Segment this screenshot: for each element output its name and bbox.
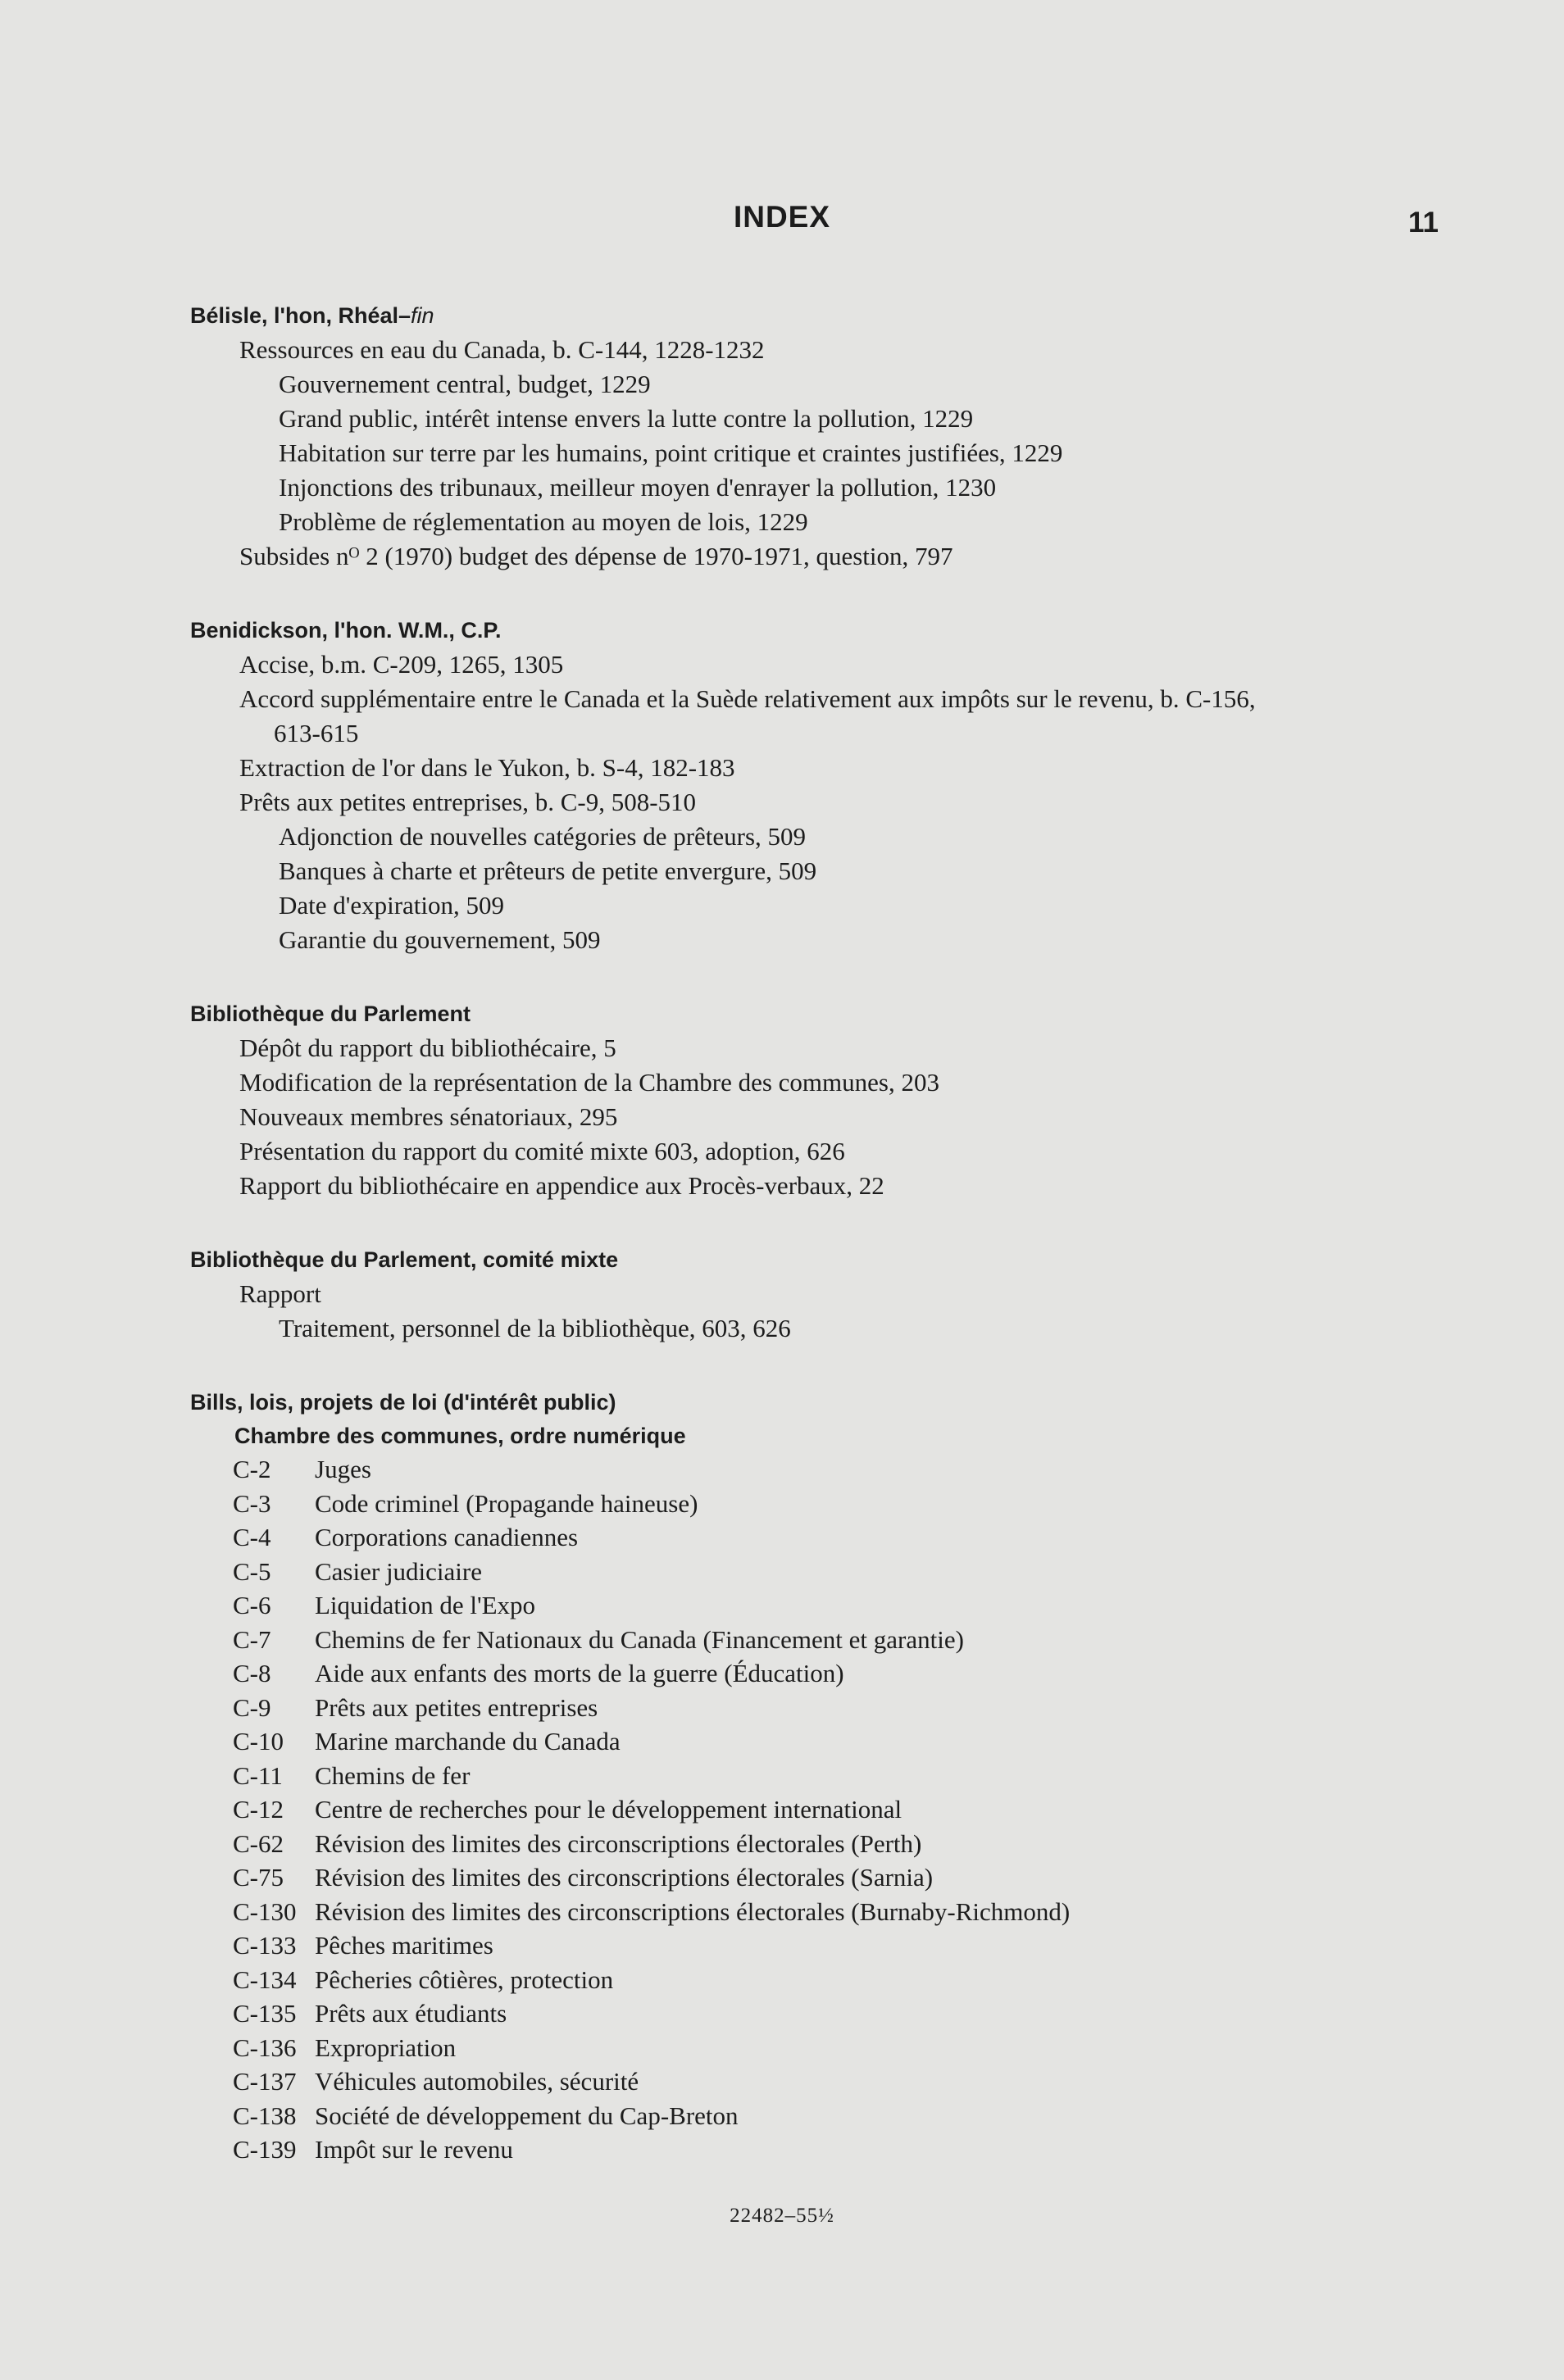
subentry: Habitation sur terre par les humains, point critique et craintes justifiées, 1229 [279, 438, 1063, 467]
subentry: Dépôt du rapport du bibliothécaire, 5 [239, 1033, 616, 1062]
bill-row [190, 1656, 1469, 1691]
bill-title: Expropriation [315, 2033, 457, 2062]
index-entry-bibliotheque [190, 997, 1469, 1203]
subentry: Accise, b.m. C-209, 1265, 1305 [239, 650, 564, 679]
bill-title: Chemins de fer [315, 1760, 471, 1790]
bill-title: Révision des limites des circonscriptions électorales (Burnaby-Richmond) [315, 1896, 1071, 1926]
subentry: Traitement, personnel de la bibliothèque, 603, 626 [279, 1314, 791, 1342]
index-entry-bibliotheque-comite [190, 1242, 1469, 1346]
bill-code: C-139 [233, 2135, 297, 2164]
bill-code: C-136 [233, 2033, 297, 2062]
bill-row [190, 1759, 1469, 1793]
bill-title: Code criminel (Propagande haineuse) [315, 1488, 698, 1518]
subentry: Ressources en eau du Canada, b. C-144, 1228-1232 [239, 335, 765, 364]
bill-row [190, 1452, 1469, 1487]
entry-heading: Bélisle, l'hon, Rhéal–fin [190, 303, 434, 328]
subentry: Grand public, intérêt intense envers la lutte contre la pollution, 1229 [279, 404, 974, 433]
bill-row [190, 1520, 1469, 1555]
bill-row [190, 1827, 1469, 1861]
subentry: Injonctions des tribunaux, meilleur moyen d'enrayer la pollution, 1230 [279, 473, 997, 502]
bill-code: C-12 [233, 1795, 284, 1824]
bill-code: C-7 [233, 1624, 271, 1654]
subentry: Subsides nᴼ 2 (1970) budget des dépense de 1970-1971, question, 797 [239, 542, 953, 570]
index-entry-belisle [190, 298, 1469, 574]
subentry: Problème de réglementation au moyen de lois, 1229 [279, 507, 808, 536]
bill-title: Centre de recherches pour le développement international [315, 1795, 902, 1824]
bill-title: Juges [315, 1455, 371, 1483]
bill-row [190, 2064, 1469, 2099]
bill-row [190, 2031, 1469, 2065]
subentry: Adjonction de nouvelles catégories de prêteurs, 509 [279, 822, 807, 851]
bill-row [190, 1996, 1469, 2031]
bill-code: C-134 [233, 1964, 297, 1994]
bill-title: Pêcheries côtières, protection [315, 1964, 614, 1994]
index-entry-benidickson [190, 613, 1469, 957]
bill-title: Révision des limites des circonscriptions électorales (Sarnia) [315, 1863, 934, 1892]
entry-heading: Bibliothèque du Parlement [190, 1002, 471, 1026]
page-number: 11 [1408, 207, 1439, 238]
bill-code: C-6 [233, 1591, 271, 1619]
bill-title: Impôt sur le revenu [315, 2135, 513, 2164]
subentry: Accord supplémentaire entre le Canada et la Suède relativement aux impôts sur le revenu, b. C-156, [239, 684, 1256, 713]
bill-code: C-130 [233, 1896, 297, 1926]
bill-code: C-3 [233, 1488, 271, 1518]
bill-title: Société de développement du Cap-Breton [315, 2101, 739, 2130]
bill-code: C-62 [233, 1828, 284, 1858]
bill-row [190, 1928, 1469, 1963]
bill-code: C-133 [233, 1931, 297, 1960]
entry-heading-suffix: fin [411, 303, 434, 328]
subentry: Rapport du bibliothécaire en appendice aux Procès-verbaux, 22 [239, 1171, 884, 1200]
bill-title: Chemins de fer Nationaux du Canada (Financement et garantie) [315, 1624, 964, 1654]
bill-code: C-75 [233, 1863, 284, 1892]
bill-code: C-9 [233, 1692, 271, 1722]
bill-code: C-4 [233, 1523, 271, 1551]
bill-row [190, 1724, 1469, 1759]
bill-title: Véhicules automobiles, sécurité [315, 2067, 639, 2096]
bill-title: Aide aux enfants des morts de la guerre (Éducation) [315, 1659, 844, 1687]
index-content [190, 298, 1469, 2206]
page-title: INDEX [733, 200, 831, 234]
page-footer-code: 22482–55½ [730, 2205, 834, 2227]
subentry: Garantie du gouvernement, 509 [279, 925, 601, 954]
bill-code: C-11 [233, 1760, 283, 1790]
bill-title: Pêches maritimes [315, 1931, 493, 1960]
subentry: Rapport [239, 1279, 321, 1308]
bill-row [190, 2099, 1469, 2133]
bill-row [190, 1555, 1469, 1589]
bill-title: Corporations canadiennes [315, 1523, 579, 1551]
subentry: Présentation du rapport du comité mixte 603, adoption, 626 [239, 1137, 845, 1165]
bill-code: C-5 [233, 1556, 271, 1586]
bill-title: Prêts aux étudiants [315, 1999, 507, 2028]
subentry: Gouvernement central, budget, 1229 [279, 370, 651, 398]
bill-row [190, 1623, 1469, 1657]
bill-code: C-137 [233, 2067, 297, 2096]
subentry: Modification de la représentation de la Chambre des communes, 203 [239, 1068, 939, 1097]
entry-heading: Bills, lois, projets de loi (d'intérêt public) [190, 1390, 616, 1415]
subentry: Banques à charte et prêteurs de petite envergure, 509 [279, 856, 817, 885]
bill-row [190, 1895, 1469, 1929]
bill-title: Prêts aux petites entreprises [315, 1692, 598, 1722]
bill-code: C-138 [233, 2101, 297, 2130]
bills-subheading: Chambre des communes, ordre numérique [234, 1424, 686, 1448]
bill-list [190, 1452, 1469, 2167]
bill-row [190, 1963, 1469, 1997]
bill-row [190, 1792, 1469, 1827]
bill-title: Marine marchande du Canada [315, 1727, 621, 1755]
bill-row [190, 1487, 1469, 1521]
bill-code: C-2 [233, 1455, 271, 1483]
bill-title: Liquidation de l'Expo [315, 1591, 536, 1619]
subentry: Nouveaux membres sénatoriaux, 295 [239, 1102, 618, 1131]
bill-row [190, 2132, 1469, 2167]
index-entry-bills [190, 1385, 1469, 2167]
subentry: Prêts aux petites entreprises, b. C-9, 508-510 [239, 788, 697, 816]
bill-row [190, 1691, 1469, 1725]
bill-title: Révision des limites des circonscriptions électorales (Perth) [315, 1828, 922, 1858]
bill-row [190, 1588, 1469, 1623]
subentry: Extraction de l'or dans le Yukon, b. S-4, 182-183 [239, 753, 735, 782]
bill-title: Casier judiciaire [315, 1556, 482, 1586]
entry-heading: Benidickson, l'hon. W.M., C.P. [190, 618, 502, 643]
entry-heading: Bibliothèque du Parlement, comité mixte [190, 1247, 619, 1272]
subentry: Date d'expiration, 509 [279, 891, 505, 920]
bill-row [190, 1860, 1469, 1895]
bill-code: C-10 [233, 1727, 284, 1755]
bill-code: C-135 [233, 1999, 297, 2028]
subentry-continuation: 613-615 [274, 719, 359, 747]
bill-code: C-8 [233, 1659, 271, 1687]
